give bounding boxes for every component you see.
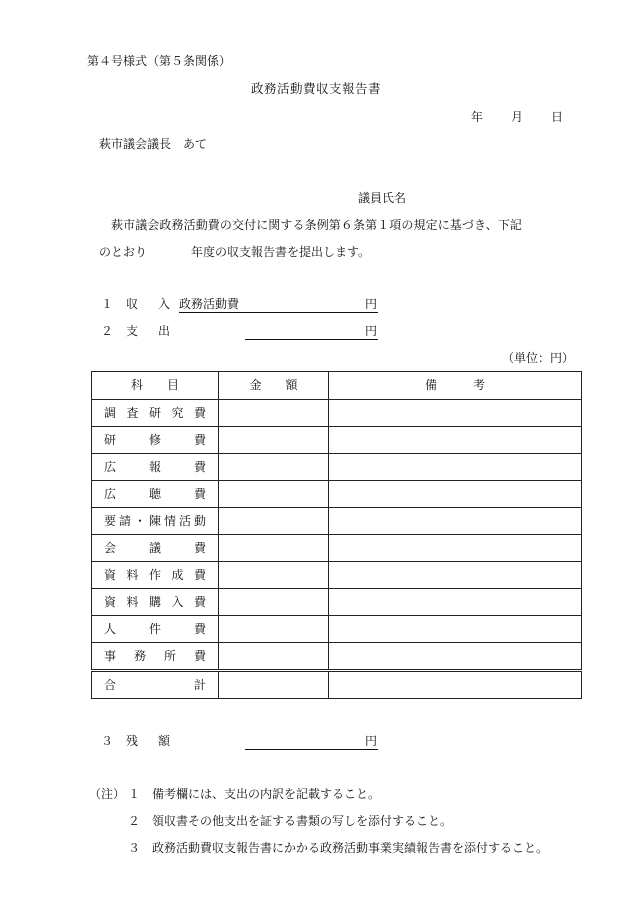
balance-label: 残 額 [126,734,175,748]
row-amount-cell[interactable] [219,616,329,643]
row-item: 要請・陳情活動 [92,508,219,535]
header-amount: 金 額 [219,372,329,400]
table-row [92,643,582,671]
table-header-row [92,372,582,400]
header-item: 科 目 [92,372,219,400]
expense-label: 支 出 [126,324,175,338]
income-unit: 円 [365,297,378,311]
row-item: 広聴費 [92,481,219,508]
notes-label: （注） [89,787,126,801]
row-amount-cell[interactable] [219,400,329,427]
expense-underline [245,325,378,340]
table-row [92,562,582,589]
header-remarks: 備 考 [329,372,582,400]
note-number: ３ [128,841,141,855]
balance-underline [245,735,378,750]
table-row [92,535,582,562]
total-label: 合計 [92,671,219,699]
row-amount-cell[interactable] [219,454,329,481]
body-text-line1: 萩市議会政務活動費の交付に関する条例第６条第１項の規定に基づき、下記 [111,218,522,232]
total-amount-cell[interactable] [219,671,329,699]
page-title: 政務活動費収支報告書 [251,81,382,96]
row-remarks-cell[interactable] [329,481,582,508]
expense-unit: 円 [365,324,378,338]
row-item: 調査研究費 [92,400,219,427]
balance-unit: 円 [365,734,378,748]
addressee: 萩市議会議長 あて [99,137,208,151]
table-row [92,454,582,481]
row-item: 事務所費 [92,643,219,671]
note-number: ２ [128,814,141,828]
row-remarks-cell[interactable] [329,589,582,616]
row-remarks-cell[interactable] [329,562,582,589]
row-remarks-cell[interactable] [329,535,582,562]
note-text: 領収書その他支出を証する書類の写しを添付すること。 [152,814,453,828]
table-row [92,508,582,535]
table-row [92,616,582,643]
table-row [92,481,582,508]
row-remarks-cell[interactable] [329,427,582,454]
balance-number: ３ [101,734,114,748]
expense-table [91,371,582,699]
table-row [92,400,582,427]
body-text-line2b: 年度の収支報告書を提出します。 [191,245,371,259]
note-number: １ [128,787,141,801]
total-remarks-cell[interactable] [329,671,582,699]
table-row [92,589,582,616]
body-text-line2a: のとおり [99,245,148,259]
form-number: 第４号様式（第５条関係） [87,54,232,68]
table-row [92,427,582,454]
row-amount-cell[interactable] [219,427,329,454]
row-remarks-cell[interactable] [329,643,582,671]
row-remarks-cell[interactable] [329,616,582,643]
row-item: 資料作成費 [92,562,219,589]
row-remarks-cell[interactable] [329,454,582,481]
row-amount-cell[interactable] [219,508,329,535]
date-month-label: 月 [511,110,524,124]
row-amount-cell[interactable] [219,562,329,589]
row-remarks-cell[interactable] [329,400,582,427]
row-item: 人件費 [92,616,219,643]
row-item: 研修費 [92,427,219,454]
note-text: 政務活動費収支報告書にかかる政務活動事業実績報告書を添付すること。 [152,841,549,855]
row-amount-cell[interactable] [219,535,329,562]
income-detail: 政務活動費 [179,297,240,311]
row-amount-cell[interactable] [219,589,329,616]
expense-number: ２ [101,324,114,338]
income-label: 収 入 [126,297,175,311]
date-year-label: 年 [471,110,484,124]
row-item: 広報費 [92,454,219,481]
income-number: １ [101,297,114,311]
table-total-row [92,671,582,699]
unit-note: （単位：円） [502,351,575,365]
date-day-label: 日 [551,110,564,124]
member-name-label: 議員氏名 [358,191,407,205]
row-amount-cell[interactable] [219,643,329,671]
row-remarks-cell[interactable] [329,508,582,535]
row-item: 会議費 [92,535,219,562]
note-text: 備考欄には、支出の内訳を記載すること。 [152,787,381,801]
row-amount-cell[interactable] [219,481,329,508]
row-item: 資料購入費 [92,589,219,616]
